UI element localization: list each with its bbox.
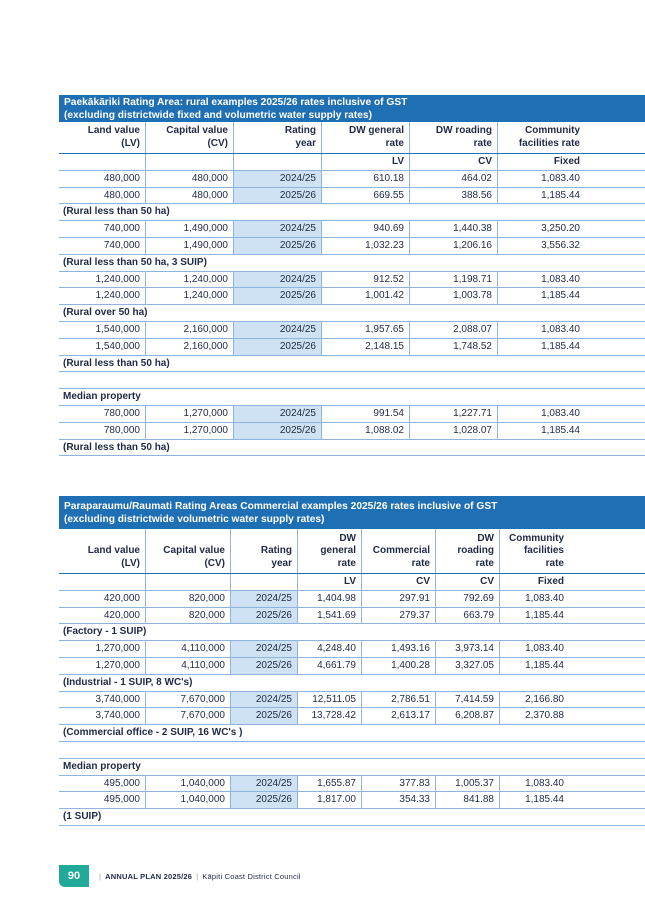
unit-land-value (59, 574, 145, 590)
footer-text (95, 872, 301, 881)
rating-year-cell: 2025/26 (233, 238, 321, 254)
dw-general-rate-cell: 912.52 (321, 272, 409, 288)
land-value-cell: 420,000 (103, 592, 140, 604)
property-type-row (59, 204, 645, 221)
capital-value-cell: 2,160,000 (145, 339, 233, 355)
property-type-label: Median property (63, 760, 141, 772)
property-type-label: (Industrial - 1 SUIP, 8 WC's) (63, 676, 193, 688)
table-row (59, 272, 645, 289)
land-value-cell: 1,240,000 (95, 290, 140, 302)
table-row (59, 171, 645, 188)
property-type-label: (Factory - 1 SUIP) (63, 626, 147, 638)
dw-roading-rate-cell: 1,206.16 (409, 238, 497, 254)
community-facilities-rate-cell: 1,185.44 (497, 339, 585, 355)
land-value-cell: 1,270,000 (95, 659, 140, 671)
table-row (59, 608, 645, 625)
table-row (59, 221, 645, 238)
community-facilities-rate-cell: 3,250.20 (497, 221, 585, 237)
dw-roading-rate-cell: 1,003.78 (409, 288, 497, 304)
unit-dw-general-rate: LV (321, 154, 409, 170)
commercial-rate-cell: 2,786.51 (361, 692, 435, 708)
rating-year-cell: 2024/25 (233, 221, 321, 237)
table-row (59, 339, 645, 356)
footer-separator: | (196, 871, 199, 881)
dw-general-rate-cell: 991.54 (321, 406, 409, 422)
commercial-rate-cell: 1,400.28 (361, 658, 435, 674)
dw-roading-rate-cell: 7,414.59 (435, 692, 499, 708)
dw-general-rate-cell: 4,661.79 (297, 658, 361, 674)
rating-year-cell: 2025/26 (230, 792, 297, 808)
footer-doc-title: ANNUAL PLAN 2025/26 (105, 871, 193, 881)
dw-roading-rate-cell: 464.02 (409, 171, 497, 187)
dw-roading-rate-cell: 663.79 (435, 608, 499, 624)
column-header-rating-year: Rating year (233, 122, 321, 153)
units-row (59, 154, 645, 171)
table-row (59, 776, 645, 793)
rating-year-cell: 2025/26 (233, 288, 321, 304)
unit-dw-general-rate: LV (297, 574, 361, 590)
unit-land-value (59, 154, 145, 170)
table-row (59, 322, 645, 339)
table-body (59, 122, 645, 456)
rating-year-cell: 2024/25 (230, 641, 297, 657)
column-header-community-facilities-rate: Community facilities rate (497, 122, 585, 153)
column-header-land-value: Land value (LV) (87, 125, 140, 149)
community-facilities-rate-cell: 1,185.44 (497, 288, 585, 304)
capital-value-cell: 1,490,000 (145, 238, 233, 254)
table-row (59, 658, 645, 675)
capital-value-cell: 1,040,000 (145, 792, 230, 808)
dw-roading-rate-cell: 1,440.38 (409, 221, 497, 237)
land-value-cell: 740,000 (103, 239, 140, 251)
capital-value-cell: 4,110,000 (145, 658, 230, 674)
property-type-row (59, 624, 645, 641)
property-type-label: (Rural less than 50 ha) (63, 441, 170, 453)
dw-general-rate-cell: 1,957.65 (321, 322, 409, 338)
table-row (59, 692, 645, 709)
rating-year-cell: 2024/25 (230, 776, 297, 792)
dw-general-rate-cell: 4,248.40 (297, 641, 361, 657)
community-facilities-rate-cell: 1,185.44 (499, 792, 569, 808)
rating-year-cell: 2025/26 (230, 608, 297, 624)
capital-value-cell: 480,000 (145, 171, 233, 187)
dw-roading-rate-cell: 2,088.07 (409, 322, 497, 338)
dw-general-rate-cell: 1,541.69 (297, 608, 361, 624)
community-facilities-rate-cell: 1,185.44 (497, 423, 585, 439)
column-header-community-facilities-rate: Community facilities rate (499, 529, 569, 573)
property-type-row (59, 356, 645, 373)
footer-separator: | (99, 871, 102, 881)
column-header-capital-value: Capital value (CV) (145, 122, 233, 153)
table-row (59, 423, 645, 440)
units-row (59, 574, 645, 591)
capital-value-cell: 1,270,000 (145, 406, 233, 422)
property-type-label: (Rural over 50 ha) (63, 307, 148, 319)
property-type-row (59, 255, 645, 272)
dw-roading-rate-cell: 3,327.05 (435, 658, 499, 674)
capital-value-cell: 820,000 (145, 591, 230, 607)
column-header-land-value: Land value (LV) (87, 545, 140, 569)
rating-year-cell: 2024/25 (233, 406, 321, 422)
dw-general-rate-cell: 1,655.87 (297, 776, 361, 792)
table-row (59, 641, 645, 658)
paekakariki-rates-table (59, 95, 645, 456)
table-body (59, 529, 645, 826)
table-title-line2: (excluding districtwide volumetric water supply rates) (64, 513, 325, 525)
community-facilities-rate-cell: 1,185.44 (499, 658, 569, 674)
community-facilities-rate-cell: 1,083.40 (497, 406, 585, 422)
table-title (59, 496, 645, 529)
land-value-cell: 1,540,000 (95, 323, 140, 335)
capital-value-cell: 1,270,000 (145, 423, 233, 439)
land-value-cell: 420,000 (103, 609, 140, 621)
community-facilities-rate-cell: 1,083.40 (497, 272, 585, 288)
dw-general-rate-cell: 12,511.05 (297, 692, 361, 708)
community-facilities-rate-cell: 3,556.32 (497, 238, 585, 254)
unit-capital-value (145, 154, 233, 170)
rating-year-cell: 2025/26 (233, 423, 321, 439)
property-type-row (59, 440, 645, 457)
dw-general-rate-cell: 1,001.42 (321, 288, 409, 304)
table-row (59, 406, 645, 423)
column-header-dw-roading-rate: DW roading rate (435, 529, 499, 573)
capital-value-cell: 480,000 (145, 188, 233, 204)
land-value-cell: 780,000 (103, 407, 140, 419)
capital-value-cell: 1,240,000 (145, 272, 233, 288)
column-header-capital-value: Capital value (CV) (145, 529, 230, 573)
page-footer (59, 865, 301, 887)
property-type-row (59, 809, 645, 826)
property-type-label: (1 SUIP) (63, 811, 102, 823)
commercial-rate-cell: 1,493.16 (361, 641, 435, 657)
rating-year-cell: 2025/26 (233, 339, 321, 355)
table-title-line1: Paekākāriki Rating Area: rural examples 2025/26 rates inclusive of GST (64, 97, 408, 108)
commercial-rate-cell: 279.37 (361, 608, 435, 624)
dw-roading-rate-cell: 1,748.52 (409, 339, 497, 355)
unit-rating-year (233, 154, 321, 170)
paraparaumu-commercial-rates-table (59, 496, 645, 826)
unit-dw-roading-rate: CV (409, 154, 497, 170)
property-type-label: Median property (63, 391, 141, 403)
rating-year-cell: 2024/25 (230, 692, 297, 708)
footer-org: Kāpiti Coast District Council (202, 871, 301, 881)
land-value-cell: 495,000 (103, 777, 140, 789)
land-value-cell: 1,540,000 (95, 340, 140, 352)
capital-value-cell: 1,240,000 (145, 288, 233, 304)
community-facilities-rate-cell: 1,083.40 (499, 591, 569, 607)
unit-rating-year (230, 574, 297, 590)
property-type-label: (Rural less than 50 ha, 3 SUIP) (63, 256, 207, 268)
land-value-cell: 3,740,000 (95, 693, 140, 705)
dw-general-rate-cell: 1,817.00 (297, 792, 361, 808)
median-property-row (59, 389, 645, 406)
community-facilities-rate-cell: 1,083.40 (497, 171, 585, 187)
table-row (59, 792, 645, 809)
community-facilities-rate-cell: 1,083.40 (499, 641, 569, 657)
property-type-row (59, 305, 645, 322)
property-type-label: (Rural less than 50 ha) (63, 357, 170, 369)
dw-general-rate-cell: 1,032.23 (321, 238, 409, 254)
dw-roading-rate-cell: 388.56 (409, 188, 497, 204)
table-title-line2: (excluding districtwide fixed and volumetric water supply rates) (64, 109, 372, 121)
community-facilities-rate-cell: 1,185.44 (499, 608, 569, 624)
commercial-rate-cell: 354.33 (361, 792, 435, 808)
commercial-rate-cell: 2,613.17 (361, 708, 435, 724)
column-header-rating-year: Rating year (230, 529, 297, 573)
community-facilities-rate-cell: 2,166.80 (499, 692, 569, 708)
table-row (59, 591, 645, 608)
land-value-cell: 780,000 (103, 424, 140, 436)
dw-roading-rate-cell: 1,227.71 (409, 406, 497, 422)
spacer-row (59, 372, 645, 389)
dw-roading-rate-cell: 1,005.37 (435, 776, 499, 792)
community-facilities-rate-cell: 2,370.88 (499, 708, 569, 724)
unit-community-facilities-rate: Fixed (499, 574, 569, 590)
table-header-row (59, 529, 645, 574)
column-header-dw-general-rate: DW general rate (297, 529, 361, 573)
dw-roading-rate-cell: 3,973.14 (435, 641, 499, 657)
unit-commercial-rate: CV (361, 574, 435, 590)
table-header-row (59, 122, 645, 154)
property-type-row (59, 725, 645, 742)
unit-capital-value (145, 574, 230, 590)
dw-general-rate-cell: 1,404.98 (297, 591, 361, 607)
table-row (59, 288, 645, 305)
table-row (59, 708, 645, 725)
property-type-label: (Rural less than 50 ha) (63, 206, 170, 218)
land-value-cell: 480,000 (103, 189, 140, 201)
median-property-row (59, 759, 645, 776)
column-header-dw-roading-rate: DW roading rate (409, 122, 497, 153)
dw-roading-rate-cell: 6,208.87 (435, 708, 499, 724)
community-facilities-rate-cell: 1,083.40 (497, 322, 585, 338)
commercial-rate-cell: 297.91 (361, 591, 435, 607)
capital-value-cell: 4,110,000 (145, 641, 230, 657)
column-header-dw-general-rate: DW general rate (321, 122, 409, 153)
table-title (59, 95, 645, 122)
dw-general-rate-cell: 2,148.15 (321, 339, 409, 355)
capital-value-cell: 7,670,000 (145, 692, 230, 708)
capital-value-cell: 1,040,000 (145, 776, 230, 792)
land-value-cell: 3,740,000 (95, 710, 140, 722)
dw-general-rate-cell: 940.69 (321, 221, 409, 237)
land-value-cell: 1,240,000 (95, 273, 140, 285)
land-value-cell: 740,000 (103, 223, 140, 235)
community-facilities-rate-cell: 1,185.44 (497, 188, 585, 204)
table-title-line1: Paraparaumu/Raumati Rating Areas Commercial examples 2025/26 rates inclusive of GST (64, 501, 498, 512)
capital-value-cell: 1,490,000 (145, 221, 233, 237)
dw-general-rate-cell: 669.55 (321, 188, 409, 204)
land-value-cell: 480,000 (103, 172, 140, 184)
property-type-label: (Commercial office - 2 SUIP, 16 WC's ) (63, 727, 243, 739)
dw-roading-rate-cell: 1,198.71 (409, 272, 497, 288)
page-number-badge: 90 (59, 865, 89, 887)
spacer-row (59, 742, 645, 759)
column-header-commercial-rate: Commercial rate (361, 529, 435, 573)
table-row (59, 238, 645, 255)
commercial-rate-cell: 377.83 (361, 776, 435, 792)
dw-general-rate-cell: 1,088.02 (321, 423, 409, 439)
unit-dw-roading-rate: CV (435, 574, 499, 590)
rating-year-cell: 2025/26 (233, 188, 321, 204)
dw-roading-rate-cell: 792.69 (435, 591, 499, 607)
rating-year-cell: 2024/25 (233, 171, 321, 187)
property-type-row (59, 675, 645, 692)
capital-value-cell: 820,000 (145, 608, 230, 624)
dw-roading-rate-cell: 1,028.07 (409, 423, 497, 439)
rating-year-cell: 2025/26 (230, 658, 297, 674)
dw-general-rate-cell: 610.18 (321, 171, 409, 187)
capital-value-cell: 2,160,000 (145, 322, 233, 338)
capital-value-cell: 7,670,000 (145, 708, 230, 724)
dw-roading-rate-cell: 841.88 (435, 792, 499, 808)
rating-year-cell: 2025/26 (230, 708, 297, 724)
land-value-cell: 495,000 (103, 794, 140, 806)
dw-general-rate-cell: 13,728.42 (297, 708, 361, 724)
rating-year-cell: 2024/25 (233, 272, 321, 288)
unit-community-facilities-rate: Fixed (497, 154, 585, 170)
rating-year-cell: 2024/25 (233, 322, 321, 338)
land-value-cell: 1,270,000 (95, 643, 140, 655)
community-facilities-rate-cell: 1,083.40 (499, 776, 569, 792)
table-row (59, 188, 645, 205)
rating-year-cell: 2024/25 (230, 591, 297, 607)
